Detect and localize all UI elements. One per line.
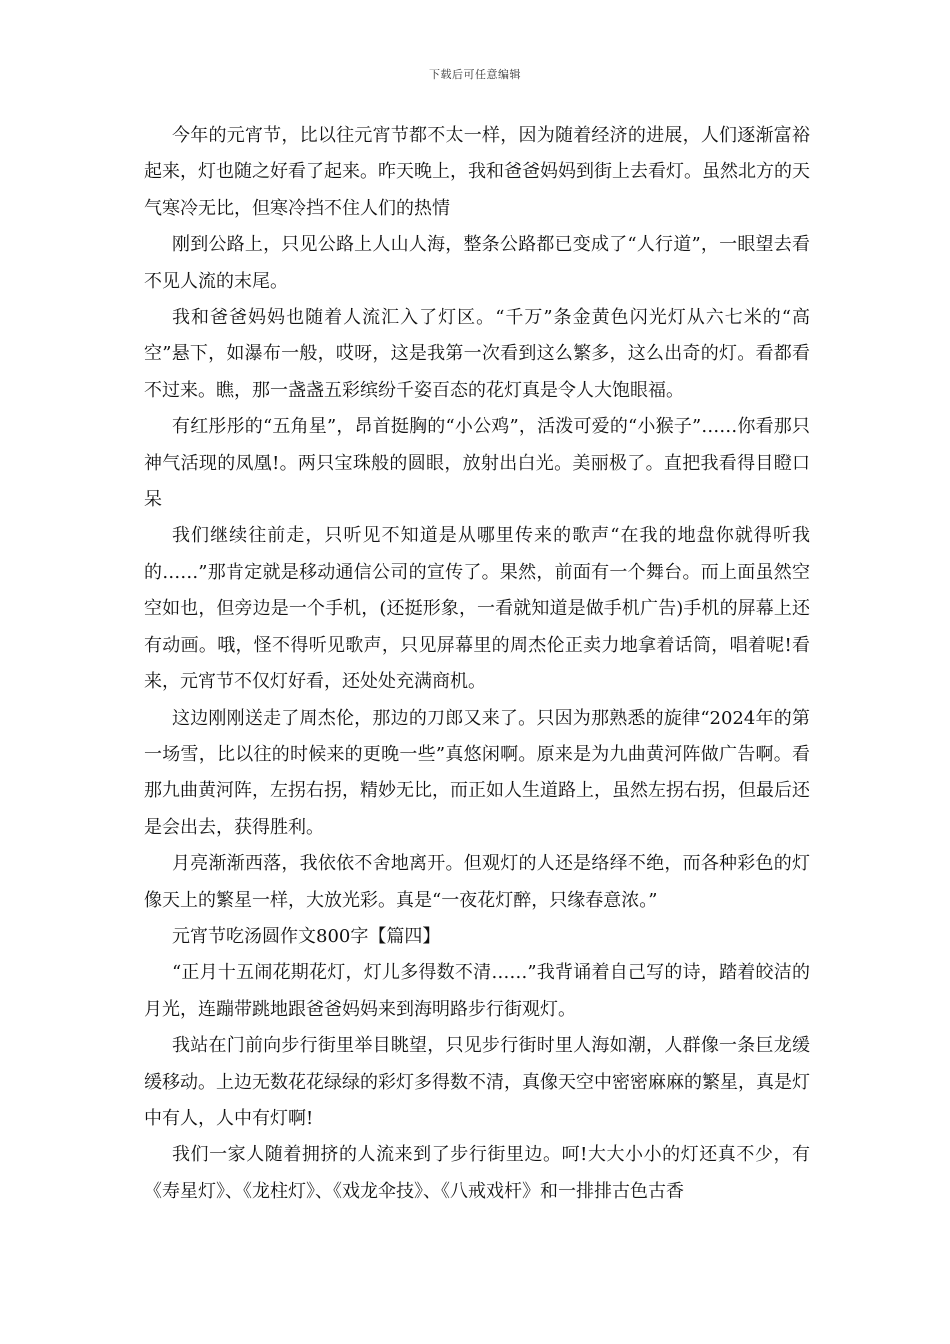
paragraph: 有红彤彤的“五角星”，昂首挺胸的“小公鸡”，活泼可爱的“小猴子”……你看那只神气活现的凤凰!。两只宝珠般的圆眼，放射出白光。美丽极了。直把我看得目瞪口呆 <box>144 416 810 511</box>
paragraph: 我们一家人随着拥挤的人流来到了步行街里边。呵!大大小小的灯还真不少，有《寿星灯》、《龙柱灯》、《戏龙伞技》、《八戒戏杆》和一排排古色古香 <box>144 1144 810 1202</box>
paragraph: 我和爸爸妈妈也随着人流汇入了灯区。“千万”条金黄色闪光灯从六七米的“高空”悬下，如瀑布一般，哎呀，这是我第一次看到这么繁多，这么出奇的灯。看都看不过来。瞧，那一盏盏五彩缤纷千姿百态的花灯真是令人大饱眼福。 <box>144 307 810 401</box>
paragraph: 我们继续往前走，只听见不知道是从哪里传来的歌声“在我的地盘你就得听我的……”那肯定就是移动通信公司的宣传了。果然，前面有一个舞台。而上面虽然空空如也，但旁边是一个手机，(还挺形象，一看就知道是做手机广告)手机的屏幕上还有动画。哦，怪不得听见歌声，只见屏幕里的周杰伦正卖力地拿着话筒，唱着呢!看来，元宵节不仅灯好看，还处处充满商机。 <box>144 525 810 693</box>
page-header: 下载后可任意编辑 <box>429 68 521 81</box>
paragraph: 刚到公路上，只见公路上人山人海，整条公路都已变成了“人行道”，一眼望去看不见人流的末尾。 <box>144 234 810 292</box>
paragraph: 这边刚刚送走了周杰伦，那边的刀郎又来了。只因为那熟悉的旋律“2024年的第一场雪，比以往的时候来的更晚一些”真悠闲啊。原来是为九曲黄河阵做广告啊。看那九曲黄河阵，左拐右拐，精妙无比，而正如人生道路上，虽然左拐右拐，但最后还是会出去，获得胜利。 <box>144 707 810 838</box>
document-body <box>144 118 810 1210</box>
paragraph: “正月十五闹花期花灯，灯儿多得数不清……”我背诵着自己写的诗，踏着皎洁的月光，连蹦带跳地跟爸爸妈妈来到海明路步行街观灯。 <box>144 962 810 1020</box>
paragraph: 我站在门前向步行街里举目眺望，只见步行街时里人海如潮，人群像一条巨龙缓缓移动。上边无数花花绿绿的彩灯多得数不清，真像天空中密密麻麻的繁星，真是灯中有人，人中有灯啊! <box>144 1035 810 1129</box>
section-heading: 元宵节吃汤圆作文800字【篇四】 <box>172 925 441 947</box>
paragraph: 今年的元宵节，比以往元宵节都不太一样，因为随着经济的进展，人们逐渐富裕起来，灯也随之好看了起来。昨天晚上，我和爸爸妈妈到街上去看灯。虽然北方的天气寒冷无比，但寒冷挡不住人们的热情 <box>144 125 810 219</box>
paragraph: 月亮渐渐西落，我依依不舍地离开。但观灯的人还是络绎不绝，而各种彩色的灯像天上的繁星一样，大放光彩。真是“一夜花灯醉，只缘春意浓。” <box>144 853 810 911</box>
